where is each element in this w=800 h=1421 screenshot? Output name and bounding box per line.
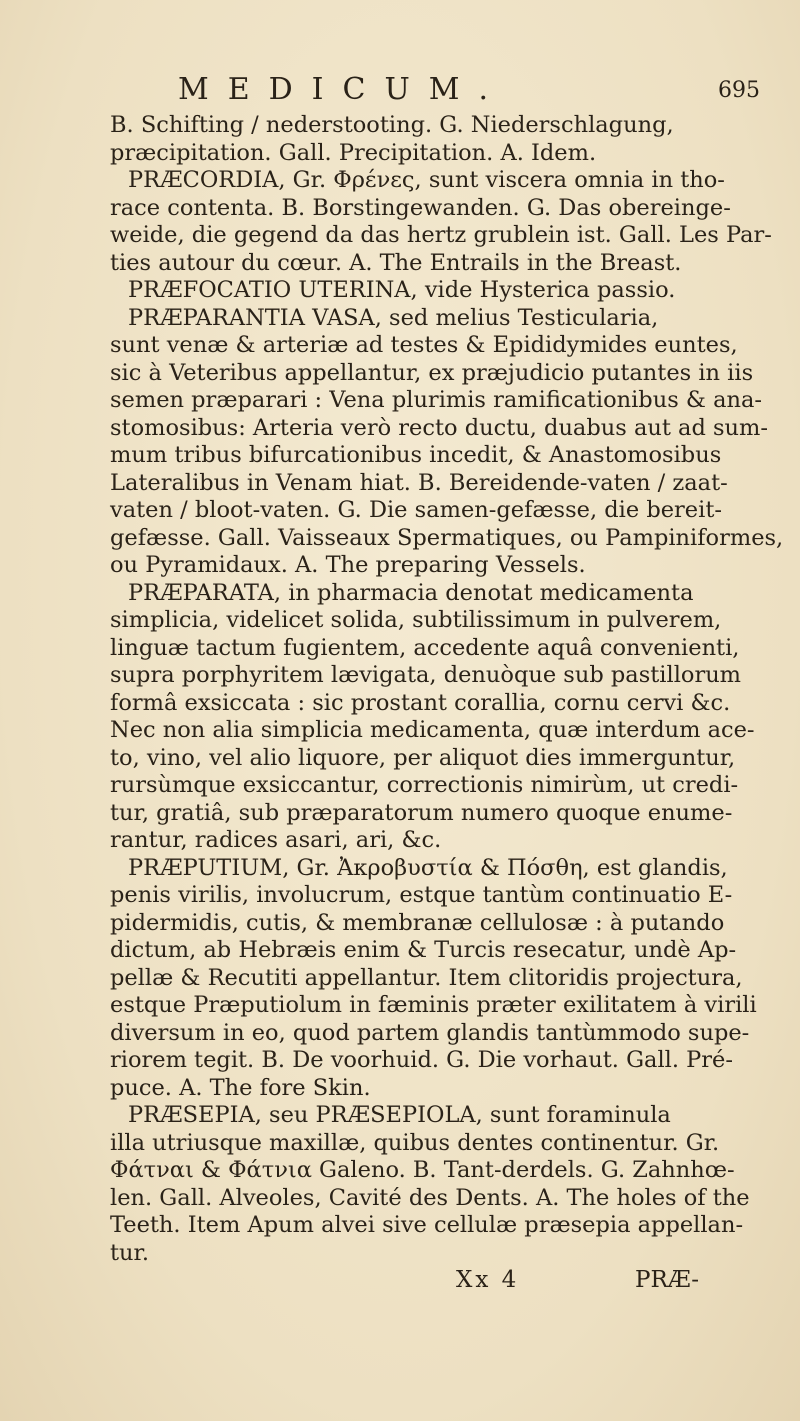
entry-head-line: PRÆPUTIUM, Gr. Ἀκροβυστία & Πόσθη, est glandis, [128, 854, 728, 881]
text-line: penis virilis, involucrum, estque tantùm continuatio E- [110, 882, 733, 908]
page-header [0, 72, 800, 112]
page-footer [0, 1267, 800, 1297]
text-line: rantur, radices asari, ari, &c. [110, 827, 442, 853]
text-line: estque Præputiolum in fæminis præter exilitatem à virili [110, 992, 757, 1018]
text-line: semen præparari : Vena plurimis ramificationibus & ana- [110, 387, 763, 413]
text-line: weide, die gegend da das hertz grublein ist. Gall. Les Par- [110, 222, 772, 248]
text-line: stomosibus: Arteria verò recto ductu, duabus aut ad sum- [110, 414, 768, 441]
text-line: diversum in eo, quod partem glandis tantùmmodo supe- [110, 1019, 750, 1046]
text-line: sic à Veteribus appellantur, ex præjudicio putantes in iis [110, 359, 754, 386]
signature-mark: Xx 4 [456, 1267, 520, 1293]
text-line: to, vino, vel alio liquore, per aliquot dies immerguntur, [110, 744, 736, 771]
text-line: puce. A. The fore Skin. [110, 1074, 371, 1101]
page-number: 695 [718, 78, 760, 103]
text-line: B. Schifting / nederstooting. G. Niederschlagung, [110, 112, 674, 138]
text-line: tur, gratiâ, sub præparatorum numero quoque enume- [110, 799, 733, 826]
entry-head-line: PRÆCORDIA, Gr. Φρένες, sunt viscera omnia in tho- [128, 167, 725, 193]
text-line: illa utriusque maxillæ, quibus dentes continentur. Gr. [110, 1129, 720, 1156]
text-line: præcipitation. Gall. Precipitation. A. Idem. [110, 139, 597, 166]
text-line: Teeth. Item Apum alvei sive cellulæ præsepia appellan- [110, 1212, 744, 1238]
text-line: mum tribus bifurcationibus incedit, & Anastomosibus [110, 442, 722, 468]
text-line: pidermidis, cutis, & membranæ cellulosæ : à putando [110, 909, 725, 936]
entry-head-line: PRÆFOCATIO UTERINA, vide Hysterica passio. [128, 277, 676, 303]
text-line: rursùmque exsiccantur, correctionis nimirùm, ut credi- [110, 772, 739, 798]
entry-head-line: PRÆPARATA, in pharmacia denotat medicamenta [128, 579, 694, 606]
text-line: len. Gall. Alveoles, Cavité des Dents. A. The holes of the [110, 1184, 750, 1211]
text-line: supra porphyritem lævigata, denuòque sub pastillorum [110, 662, 742, 688]
text-line: vaten / bloot-vaten. G. Die samen-gefæsse, die bereit- [110, 497, 722, 523]
text-line: sunt venæ & arteriæ ad testes & Epididymides euntes, [110, 332, 738, 358]
text-line: Nec non alia simplicia medicamenta, quæ interdum ace- [110, 717, 755, 743]
dictionary-text [110, 112, 784, 1267]
text-line: dictum, ab Hebræis enim & Turcis resecatur, undè Ap- [110, 937, 737, 963]
text-line: race contenta. B. Borstingewanden. G. Das obereinge- [110, 194, 731, 221]
text-line: ties autour du cœur. A. The Entrails in the Breast. [110, 249, 682, 276]
text-line: ou Pyramidaux. A. The preparing Vessels. [110, 552, 586, 578]
text-line: formâ exsiccata : sic prostant corallia, cornu cervi &c. [110, 689, 731, 716]
text-line: Lateralibus in Venam hiat. B. Bereidende-vaten / zaat- [110, 469, 728, 496]
catchword: PRÆ- [635, 1267, 700, 1293]
text-line: pellæ & Recutiti appellantur. Item clitoridis projectura, [110, 964, 743, 991]
text-line: tur. [110, 1239, 149, 1266]
entry-head-line: PRÆPARANTIA VASA, sed melius Testicularia, [128, 304, 659, 331]
entry-head-line: PRÆSEPIA, seu PRÆSEPIOLA, sunt foraminula [128, 1102, 671, 1128]
text-line: riorem tegit. B. De voorhuid. G. Die vorhaut. Gall. Pré- [110, 1047, 733, 1073]
text-line: simplicia, videlicet solida, subtilissimum in pulverem, [110, 607, 722, 633]
running-head: MEDICUM. [178, 72, 508, 107]
text-line: gefæsse. Gall. Vaisseaux Spermatiques, ou Pampiniformes, [110, 524, 784, 551]
text-line: Φάτναι & Φάτνια Galeno. B. Tant-derdels. G. Zahnhœ- [110, 1157, 735, 1183]
text-line: linguæ tactum fugientem, accedente aquâ convenienti, [110, 634, 740, 661]
